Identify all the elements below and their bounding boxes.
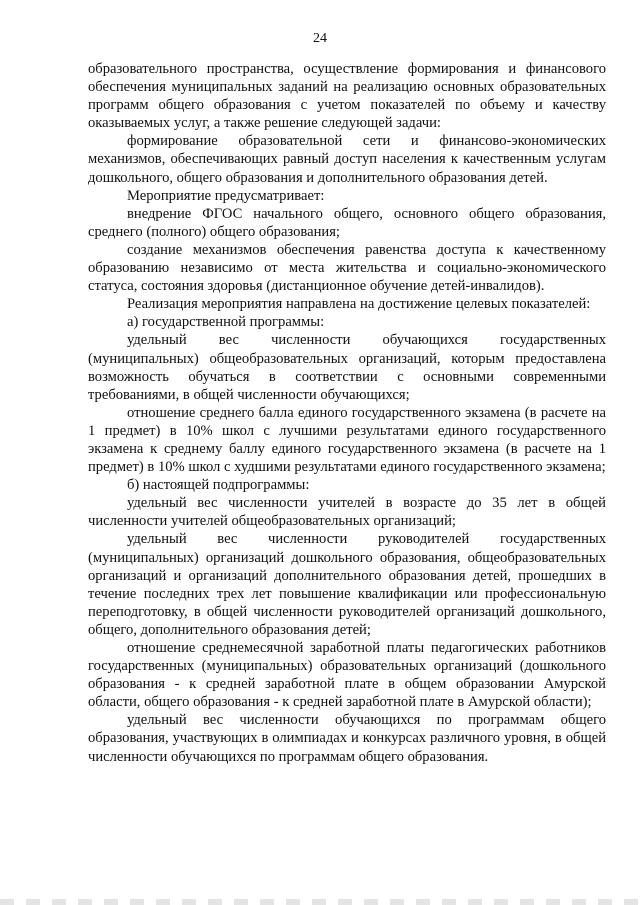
paragraph-11: удельный вес численности учителей в возрасте до 35 лет в общей численности учителей общеобразовательных организаций; — [88, 495, 606, 530]
document-body — [88, 60, 606, 766]
paragraph-4: внедрение ФГОС начального общего, основного общего образования, среднего (полного) общего образования; — [88, 205, 606, 240]
paragraph-1: образовательного пространства, осуществление формирования и финансового обеспечения муниципальных заданий на реализацию основных образовательных программ общего образования с учетом показателей по объему и качеству оказываемых услуг, а также решение следующей задачи: — [88, 61, 606, 132]
paragraph-5: создание механизмов обеспечения равенства доступа к качественному образованию независимо от места жительства и социально-экономического статуса, состояния здоровья (дистанционное обучение детей-инвалидов). — [88, 241, 606, 295]
paragraph-12: удельный вес численности руководителей государственных (муниципальных) организаций дошкольного образования, общеобразовательных организаций и организаций дополнительного образования детей, прошедших в течение последних трех лет повышение квалификации или профессиональную переподготовку, в общей численности руководителей организаций дошкольного, общего, дополнительного образования детей; — [88, 531, 606, 638]
page-number: 24 — [313, 31, 327, 46]
paragraph-9: отношение среднего балла единого государственного экзамена (в расчете на 1 предмет) в 10% школ с лучшими результатами единого государственного экзамена к среднему баллу единого государственного экзамена (в расчете на 1 предмет) в 10% школ с худшими результатами единого государственного экзамена; — [88, 404, 606, 476]
paragraph-8: удельный вес численности обучающихся государственных (муниципальных) общеобразовательных организаций, которым предоставлена возможность обучаться в соответствии с основными современными требованиями, в общей численности обучающихся; — [88, 332, 606, 403]
paragraph-13: отношение среднемесячной заработной платы педагогических работников государственных (муниципальных) образовательных организаций (дошкольного образования - к средней заработной плате в общем образовании Амурской области, общего образования - к средней заработной плате в Амурской области); — [88, 640, 606, 711]
paragraph-10: б) настоящей подпрограммы: — [127, 477, 310, 494]
paragraph-3: Мероприятие предусматривает: — [127, 187, 325, 204]
paragraph-6: Реализация мероприятия направлена на достижение целевых показателей: — [127, 296, 591, 313]
paragraph-7: а) государственной программы: — [127, 314, 325, 331]
paragraph-2: формирование образовательной сети и финансово-экономических механизмов, обеспечивающих равный доступ населения к качественным услугам дошкольного, общего образования и дополнительного образования детей. — [88, 133, 606, 186]
paragraph-14: удельный вес численности обучающихся по программам общего образования, участвующих в олимпиадах и конкурсах различного уровня, в общей численности обучающихся по программам общего образования. — [88, 712, 606, 765]
scan-bottom-edge — [0, 899, 640, 905]
